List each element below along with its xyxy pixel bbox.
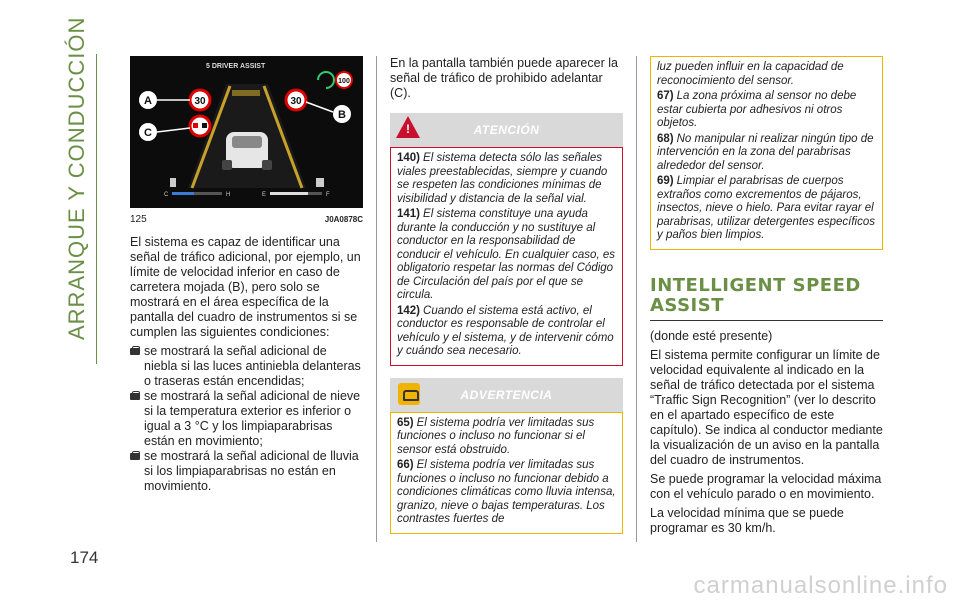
attention-item: 142) Cuando el sistema está activo, el conductor es responsable de controlar el vehículo y el sistema, y de intervenir cómo y cuándo sea necesario. [397,304,614,357]
figure-code: J0A0878C [324,215,363,224]
warning-header [390,378,623,412]
list-item [130,449,363,494]
warning-box-continued [650,56,883,250]
chapter-rule [96,54,97,364]
temp-gauge-low: C [164,192,169,198]
callout-a: A [144,95,152,107]
driver-assist-display [130,56,363,208]
warning-box [390,412,623,534]
attention-item: 140) El sistema detecta sólo las señales viales preestablecidas, siempre y cuando se respeten las condiciones mínimas de visibilidad y distancia de la señal vial. [397,152,608,205]
list-item-text: se mostrará la señal adicional de lluvia si los limpiaparabrisas no están en movimiento. [144,449,359,493]
section-title: INTELLIGENT SPEED ASSIST [650,276,883,321]
fuel-pump-icon [316,178,324,187]
chapter-title: ARRANQUE Y CONDUCCIÓN [64,16,89,340]
speed-sign-b-value: 30 [290,96,302,107]
attention-title: ATENCIÓN [473,123,540,137]
warning-item: 65) El sistema podría ver limitadas sus funciones o incluso no funcionar si el sensor está obstruido. [397,416,595,456]
callout-b: B [338,109,346,121]
callout-c: C [144,127,152,139]
warning-triangle-icon: ! [396,116,420,138]
page-number: 174 [70,548,99,567]
speed-sign-a-value: 30 [194,96,206,107]
watermark: carmanualsonline.info [693,572,948,599]
list-item-text: se mostrará la señal adicional de nieve si la temperatura exterior es inferior o igual a 3 °C y los limpiaparabrisas están en movimiento; [144,389,361,448]
warning-title: ADVERTENCIA [460,387,553,402]
bullet-icon [130,451,140,461]
instrument-cluster-figure [130,56,363,208]
bullet-icon [130,391,140,401]
column-divider [376,56,377,542]
body-paragraph: (donde esté presente) [650,328,773,343]
warning-item: 69) Limpiar el parabrisas de cuerpos extraños como excrementos de pájaros, insectos, nieve o hielo. Para evitar rayar el parabrisas, utilizar detergentes específicos y paños bien limpios. [657,175,875,241]
fuel-gauge-high: F [326,192,330,198]
list-item-text: se mostrará la señal adicional de niebla si las luces antiniebla delanteras o traseras están encendidas; [144,344,361,388]
attention-item: 141) El sistema constituye una ayuda durante la conducción y no sustituye al conductor en la responsabilidad de conducir el vehículo. En cualquier caso, es obligatorio respetar las normas del Código de Circulación del país por el que se circula. [397,208,615,301]
column-divider [636,56,637,542]
warning-item: 67) La zona próxima al sensor no debe estar cubierta por adhesivos ni otros objetos. [657,90,857,129]
body-paragraph: En la pantalla también puede aparecer la señal de tráfico de prohibido adelantar (C). [390,56,618,100]
column-3 [650,56,883,540]
warning-continued-text: luz pueden influir en la capacidad de reconocimiento del sensor. [657,61,844,87]
column-1 [130,56,363,494]
list-item [130,389,363,449]
attention-header [390,113,623,147]
warning-item: 68) No manipular ni realizar ningún tipo de intervención en la zona del parabrisas alrededor del sensor. [657,132,874,172]
thermometer-icon [170,178,176,187]
temp-gauge-high: H [226,192,231,198]
fuel-gauge-low: E [262,192,267,198]
list-item [130,344,363,389]
display-header: 5 DRIVER ASSIST [206,63,266,70]
attention-box [390,147,623,366]
column-2 [390,56,623,534]
body-paragraph: La velocidad mínima que se puede programar es 30 km/h. [650,505,844,535]
speed-limit-100-value: 100 [338,78,350,85]
bullet-icon [130,346,140,356]
body-paragraph: Se puede programar la velocidad máxima con el vehículo parado o en movimiento. [650,471,882,501]
warning-item: 66) El sistema podría ver limitadas sus funciones o incluso no funcionar debido a condiciones climáticas como lluvia intensa, granizo, nieve o bajas temperaturas. Los contrastes fuertes de [397,459,616,525]
figure-number: 125 [130,214,147,225]
body-paragraph: El sistema permite configurar un límite de velocidad equivalente al indicado en la señal de tráfico detectada por el sistema “Traffic Sign Recognition” (ver lo descrito en el apartado específico de este capítulo). Se indica al conductor mediante la visualización de un aviso en la pantalla del cuadro de instrumentos. [650,347,883,467]
body-paragraph: El sistema es capaz de identificar una señal de tráfico adicional, por ejemplo, un límite de velocidad inferior en caso de carretera mojada (B), pero solo se mostrará en el área específica de la pantalla del cuadro de instrumentos si se cumplen las siguientes condiciones: [130,235,361,339]
